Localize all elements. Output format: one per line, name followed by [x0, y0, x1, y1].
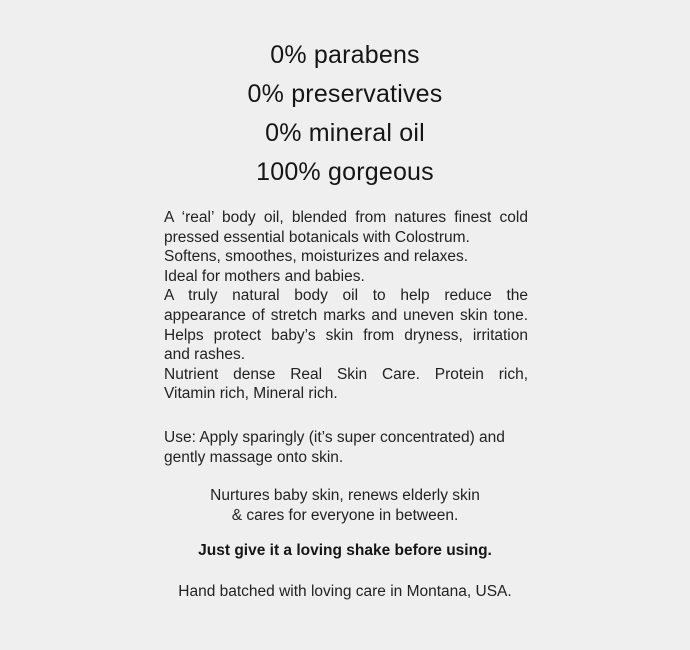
headline-preservatives: 0% preservatives: [247, 80, 443, 108]
description-line: Ideal for mothers and babies.: [164, 267, 365, 285]
nurtures-statement: [0, 486, 690, 526]
shake-note: Just give it a loving shake before using.: [198, 542, 492, 559]
headline-mineral-oil: 0% mineral oil: [265, 119, 425, 147]
usage-line: gently massage onto skin.: [164, 448, 344, 466]
description-line: Softens, smoothes, moisturizes and relaxes.: [164, 248, 469, 266]
description-paragraph: [164, 208, 528, 404]
description-line: A ‘real’ body oil, blended from natures finest cold: [164, 209, 528, 226]
usage-instructions: [164, 428, 528, 467]
description-line: appearance of stretch marks and uneven skin tone.: [164, 306, 528, 324]
description-line: Helps protect baby’s skin from dryness, irritation: [164, 326, 528, 344]
description-line: Vitamin rich, Mineral rich.: [164, 385, 338, 403]
description-line: Nutrient dense Real Skin Care. Protein rich,: [164, 365, 528, 383]
description-line: A truly natural body oil to help reduce the: [164, 287, 528, 305]
origin-note: Hand batched with loving care in Montana, USA.: [178, 583, 512, 600]
nurtures-line: Nurtures baby skin, renews elderly skin: [210, 487, 480, 504]
description-line: pressed essential botanicals with Colostrum.: [164, 228, 470, 246]
headline-parabens: 0% parabens: [270, 41, 420, 69]
usage-line: Use: Apply sparingly (it’s super concentrated) and: [164, 429, 505, 446]
headline-block: [0, 36, 690, 192]
nurtures-line: & cares for everyone in between.: [231, 507, 459, 524]
description-line: and rashes.: [164, 346, 245, 364]
headline-gorgeous: 100% gorgeous: [256, 158, 434, 186]
